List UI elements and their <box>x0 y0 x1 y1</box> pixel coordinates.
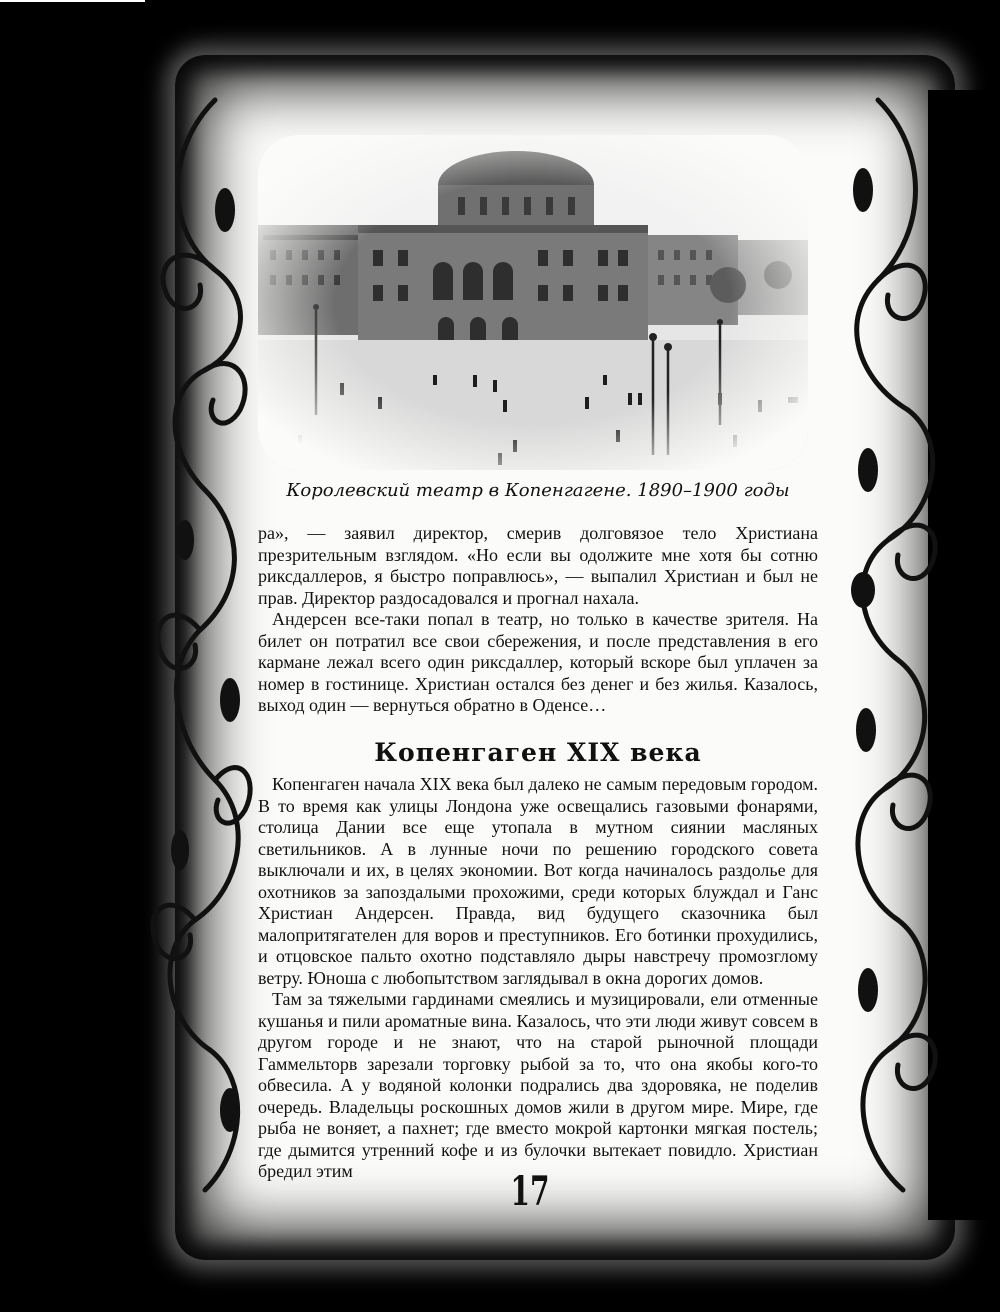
page-number: 17 <box>510 1168 550 1215</box>
theatre-illustration <box>258 135 808 470</box>
theatre-photo <box>258 135 808 470</box>
top-rule <box>0 0 145 2</box>
paragraph: Андерсен все-таки попал в театр, но только в качестве зрителя. На билет он потратил все свои сбережения, и после представления в его кармане лежал всего один риксдаллер, который вскоре был уплачен за номер в гостинице. Христиан остался без денег и без жилья. Казалось, выход один — вернуться обратно в Оденсе… <box>258 609 818 715</box>
text-block-bottom <box>258 774 818 1183</box>
text-block-top <box>258 523 818 717</box>
paragraph: ра», — заявил директор, смерив долговязое тело Христиана презрительным взглядом. «Но если вы одолжите мне хотя бы сотню риксдаллеров, я быстро поправлюсь», — выпалил Христиан и был не прав. Директор раздосадовался и прогнал нахала. <box>258 523 818 608</box>
paragraph: Копенгаген начала XIX века был далеко не самым передовым городом. В то время как улицы Лондона уже освещались газовыми фонарями, столица Дании все еще утопала в мутном сиянии масляных светильников. А в лунные ночи по решению городского совета выключали и их, в целях экономии. Вот когда начиналось раздолье для охотников за запоздалыми прохожими, среди которых блуждал и Ганс Христиан Андерсен. Правда, вид будущего сказочника был малопритягателен для воров и преступников. Его ботинки прохудились, и отцовское пальто охотно подставляло дыры навстречу промозглому ветру. Юноша с любопытством заглядывал в окна дорогих домов. <box>258 774 818 988</box>
section-heading: Копенгаген XIX века <box>374 738 702 767</box>
right-flourish-ornament <box>838 90 988 1220</box>
left-flourish-ornament <box>145 90 265 1220</box>
photo-caption: Королевский театр в Копенгагене. 1890–1900 годы <box>286 480 790 501</box>
paragraph: Там за тяжелыми гардинами смеялись и музицировали, ели отменные кушанья и пили ароматные вина. Казалось, что эти люди живут совсем в другом городе и не знают, что на старой рыночной площади Гаммельторв зарезали торговку рыбой за то, что она якобы кого-то обвесила. А у водяной колонки подрались два здоровяка, не поделив очередь. Владельцы роскошных домов жили в другом мире. Мире, где рыба не воняет, а пахнет; где вместо мокрой картонки мягкая постель; где дымится утренний кофе и из булочки вытекает повидло. Христиан бредил этим <box>258 989 818 1181</box>
